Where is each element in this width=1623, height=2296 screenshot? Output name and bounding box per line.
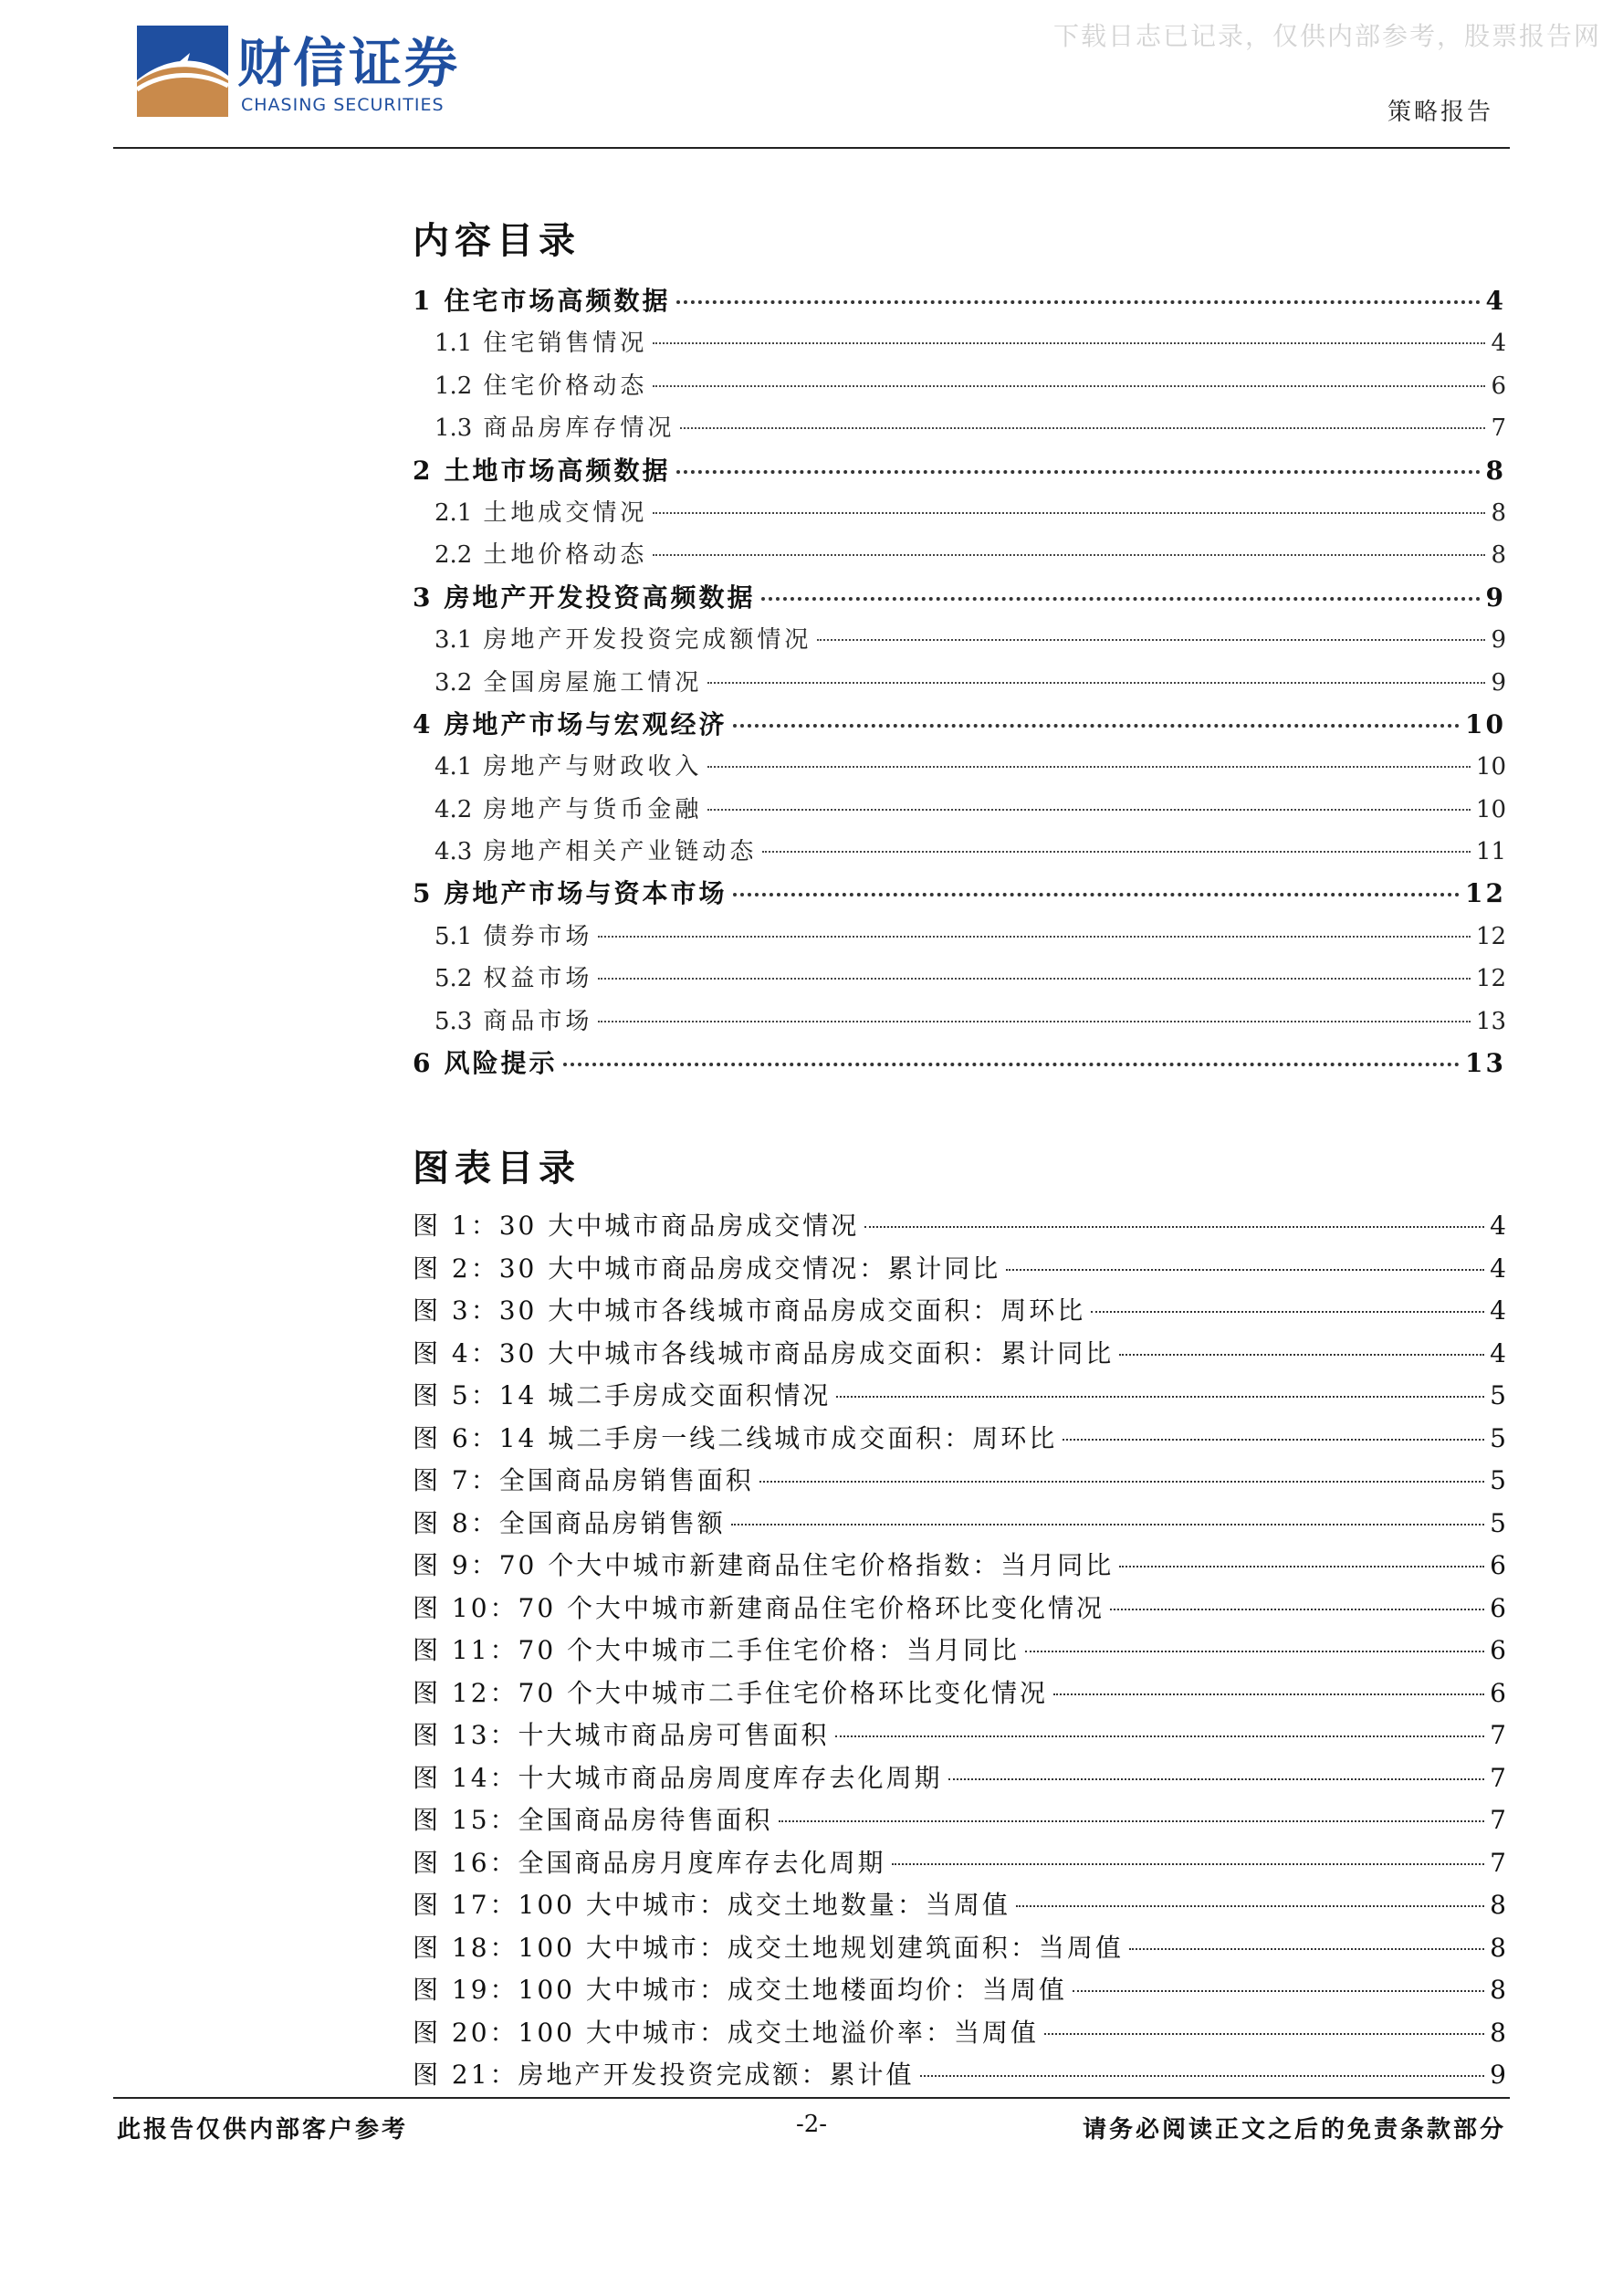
figure-entry-text: 图 20：100 大中城市：成交土地溢价率：当周值 bbox=[413, 2017, 1039, 2048]
header-divider bbox=[113, 147, 1510, 149]
toc-entry-page: 9 bbox=[1491, 668, 1506, 697]
toc-entry-page: 8 bbox=[1491, 541, 1506, 570]
toc-entry-number: 4.3 bbox=[435, 838, 473, 866]
figure-list-link[interactable] bbox=[413, 1927, 1506, 1970]
toc-entry-page: 9 bbox=[1485, 582, 1506, 613]
toc-entry-page: 12 bbox=[1465, 878, 1506, 909]
report-type-label: 策略报告 bbox=[1387, 99, 1493, 126]
toc-entry-page: 10 bbox=[1475, 795, 1506, 823]
figure-entry-text: 图 5：14 城二手房成交面积情况 bbox=[413, 1380, 832, 1410]
toc-entry-number: 3 bbox=[413, 582, 434, 613]
dot-leader bbox=[707, 809, 1471, 811]
toc-entry-label bbox=[413, 280, 671, 322]
figure-list-link[interactable] bbox=[413, 1248, 1506, 1291]
figure-entry-page: 7 bbox=[1490, 1720, 1506, 1750]
dot-leader bbox=[598, 1021, 1471, 1022]
dot-leader bbox=[653, 342, 1485, 344]
figure-entry-page: 8 bbox=[1490, 1932, 1506, 1963]
figure-entry-page: 6 bbox=[1490, 1635, 1506, 1665]
toc-entry-page: 12 bbox=[1475, 965, 1506, 993]
dot-leader bbox=[707, 766, 1471, 768]
dot-leader bbox=[733, 724, 1461, 728]
figure-list-link[interactable] bbox=[413, 1503, 1506, 1546]
toc-entry-text: 房地产开发投资高频数据 bbox=[444, 582, 756, 613]
toc-entry-number: 5.3 bbox=[435, 1007, 473, 1035]
dot-leader bbox=[1025, 1651, 1484, 1652]
toc-entry-text: 房地产相关产业链动态 bbox=[483, 838, 758, 866]
figure-entry-page: 8 bbox=[1490, 1975, 1506, 2005]
dot-leader bbox=[1129, 1948, 1484, 1950]
toc-entry-number: 4.2 bbox=[435, 795, 473, 823]
toc-entry-text: 住宅销售情况 bbox=[483, 330, 648, 358]
figure-entry-text: 图 9：70 个大中城市新建商品住宅价格指数：当月同比 bbox=[413, 1550, 1115, 1580]
dot-leader bbox=[864, 1226, 1484, 1228]
toc-subsection-link[interactable] bbox=[413, 746, 1506, 788]
toc-entry-label bbox=[435, 322, 647, 364]
figure-entry-text: 图 8：全国商品房销售额 bbox=[413, 1507, 726, 1538]
dot-leader bbox=[1073, 1990, 1484, 1992]
toc-entry-text: 权益市场 bbox=[483, 965, 593, 993]
dot-leader bbox=[1063, 1439, 1484, 1441]
figure-entry-text: 图 1：30 大中城市商品房成交情况 bbox=[413, 1211, 860, 1241]
footer-disclaimer: 此报告仅供内部客户参考 bbox=[117, 2116, 409, 2144]
list-of-figures bbox=[413, 1205, 1506, 2097]
toc-entry-page: 13 bbox=[1475, 1007, 1506, 1035]
dot-leader bbox=[653, 512, 1485, 514]
toc-entry-text: 商品房库存情况 bbox=[483, 414, 675, 443]
dot-leader bbox=[707, 682, 1485, 684]
table-of-contents bbox=[413, 280, 1506, 1085]
dot-leader bbox=[1053, 1693, 1484, 1695]
dot-leader bbox=[680, 427, 1485, 429]
dot-leader bbox=[676, 470, 1481, 474]
toc-entry-text: 债券市场 bbox=[483, 922, 593, 950]
figure-entry-text: 图 10：70 个大中城市新建商品住宅价格环比变化情况 bbox=[413, 1592, 1105, 1623]
logo-mark-icon bbox=[137, 26, 228, 117]
dot-leader bbox=[836, 1396, 1484, 1398]
dot-leader bbox=[653, 385, 1485, 387]
toc-entry-label bbox=[413, 873, 728, 915]
toc-entry-text: 住宅价格动态 bbox=[483, 372, 648, 400]
figure-entry-text: 图 11：70 个大中城市二手住宅价格：当月同比 bbox=[413, 1635, 1021, 1665]
figure-list-link[interactable] bbox=[413, 1969, 1506, 2012]
toc-entry-page: 9 bbox=[1491, 626, 1506, 655]
watermark-text: 下载日志已记录，仅供内部参考，股票报告网 bbox=[1052, 21, 1601, 51]
figure-list-link[interactable] bbox=[413, 1460, 1506, 1503]
toc-entry-label bbox=[435, 662, 702, 704]
figure-entry-text: 图 18：100 大中城市：成交土地规划建筑面积：当周值 bbox=[413, 1932, 1124, 1963]
figure-entry-page: 7 bbox=[1490, 1762, 1506, 1793]
figure-list-link[interactable] bbox=[413, 1333, 1506, 1376]
toc-entry-label bbox=[435, 534, 647, 576]
figure-entry-page: 7 bbox=[1490, 1847, 1506, 1878]
figure-list-link[interactable] bbox=[413, 1630, 1506, 1672]
toc-entry-label bbox=[435, 916, 592, 958]
dot-leader bbox=[1091, 1311, 1484, 1313]
dot-leader bbox=[731, 1524, 1484, 1525]
company-logo bbox=[137, 26, 539, 124]
toc-subsection-link[interactable] bbox=[413, 789, 1506, 831]
figure-list-link[interactable] bbox=[413, 1545, 1506, 1588]
figure-list-link[interactable] bbox=[413, 1672, 1506, 1715]
figure-list-link[interactable] bbox=[413, 1290, 1506, 1333]
figure-entry-page: 6 bbox=[1490, 1592, 1506, 1623]
toc-section-link[interactable] bbox=[413, 450, 1506, 492]
dot-leader bbox=[653, 554, 1485, 556]
dot-leader bbox=[733, 893, 1461, 896]
figure-entry-text: 图 14：十大城市商品房周度库存去化周期 bbox=[413, 1762, 943, 1793]
figure-list-link[interactable] bbox=[413, 2054, 1506, 2097]
figures-title: 图表目录 bbox=[413, 1147, 581, 1190]
figure-entry-text: 图 19：100 大中城市：成交土地楼面均价：当周值 bbox=[413, 1975, 1067, 2005]
dot-leader bbox=[761, 597, 1481, 601]
figure-entry-page: 5 bbox=[1490, 1507, 1506, 1538]
footer-notice: 请务必阅读正文之后的免责条款部分 bbox=[1082, 2116, 1506, 2144]
toc-entry-text: 房地产与货币金融 bbox=[483, 795, 703, 823]
toc-section-link[interactable] bbox=[413, 1043, 1506, 1085]
toc-entry-label bbox=[435, 746, 702, 788]
footer-divider bbox=[113, 2097, 1510, 2099]
figure-entry-page: 9 bbox=[1490, 2060, 1506, 2090]
figure-entry-page: 5 bbox=[1490, 1380, 1506, 1410]
toc-entry-number: 1 bbox=[413, 286, 434, 316]
toc-entry-text: 全国房屋施工情况 bbox=[483, 668, 703, 697]
dot-leader bbox=[835, 1735, 1485, 1737]
toc-subsection-link[interactable] bbox=[413, 1001, 1506, 1043]
toc-section-link[interactable] bbox=[413, 280, 1506, 322]
figure-entry-page: 6 bbox=[1490, 1677, 1506, 1708]
figure-entry-text: 图 6：14 城二手房一线二线城市成交面积：周环比 bbox=[413, 1422, 1058, 1453]
toc-entry-page: 4 bbox=[1491, 330, 1506, 358]
toc-entry-label bbox=[435, 958, 592, 1000]
toc-section-link[interactable] bbox=[413, 577, 1506, 619]
toc-entry-text: 土地市场高频数据 bbox=[444, 455, 671, 486]
dot-leader bbox=[762, 851, 1471, 853]
dot-leader bbox=[779, 1820, 1485, 1822]
toc-entry-number: 1.2 bbox=[435, 372, 473, 400]
dot-leader bbox=[1119, 1566, 1484, 1567]
toc-entry-label bbox=[435, 831, 757, 873]
figure-list-link[interactable] bbox=[413, 2012, 1506, 2055]
contents-title: 内容目录 bbox=[413, 219, 581, 262]
toc-entry-text: 土地成交情况 bbox=[483, 498, 648, 527]
toc-entry-label bbox=[435, 1001, 592, 1043]
figure-entry-text: 图 12：70 个大中城市二手住宅价格环比变化情况 bbox=[413, 1677, 1049, 1708]
figure-entry-text: 图 21：房地产开发投资完成额：累计值 bbox=[413, 2060, 915, 2090]
toc-entry-text: 住宅市场高频数据 bbox=[444, 286, 671, 316]
figure-list-link[interactable] bbox=[413, 1842, 1506, 1885]
dot-leader bbox=[948, 1778, 1485, 1780]
figure-entry-page: 5 bbox=[1490, 1465, 1506, 1495]
dot-leader bbox=[563, 1063, 1461, 1066]
figure-list-link[interactable] bbox=[413, 1588, 1506, 1630]
toc-subsection-link[interactable] bbox=[413, 916, 1506, 958]
dot-leader bbox=[1044, 2033, 1484, 2035]
toc-subsection-link[interactable] bbox=[413, 407, 1506, 449]
toc-entry-number: 2.1 bbox=[435, 498, 473, 527]
toc-subsection-link[interactable] bbox=[413, 492, 1506, 534]
figure-entry-page: 4 bbox=[1490, 1253, 1506, 1284]
figure-entry-page: 5 bbox=[1490, 1422, 1506, 1453]
figure-entry-page: 4 bbox=[1490, 1211, 1506, 1241]
dot-leader bbox=[598, 978, 1471, 980]
toc-entry-number: 6 bbox=[413, 1048, 434, 1079]
figure-entry-page: 4 bbox=[1490, 1295, 1506, 1326]
toc-entry-page: 10 bbox=[1465, 708, 1506, 739]
dot-leader bbox=[1110, 1609, 1484, 1610]
toc-section-link[interactable] bbox=[413, 873, 1506, 915]
toc-entry-page: 11 bbox=[1475, 838, 1506, 866]
toc-entry-number: 5.1 bbox=[435, 922, 473, 950]
toc-entry-page: 12 bbox=[1475, 922, 1506, 950]
toc-entry-label bbox=[435, 789, 702, 831]
toc-entry-page: 8 bbox=[1491, 498, 1506, 527]
logo-chinese-name: 财信证券 bbox=[237, 32, 461, 94]
toc-subsection-link[interactable] bbox=[413, 958, 1506, 1000]
dot-leader bbox=[920, 2075, 1485, 2077]
toc-entry-page: 7 bbox=[1491, 414, 1506, 443]
figure-entry-page: 4 bbox=[1490, 1337, 1506, 1368]
toc-entry-label bbox=[435, 365, 647, 407]
figure-entry-text: 图 13：十大城市商品房可售面积 bbox=[413, 1720, 830, 1750]
toc-entry-number: 4 bbox=[413, 708, 434, 739]
toc-entry-label bbox=[413, 1043, 558, 1085]
figure-entry-text: 图 4：30 大中城市各线城市商品房成交面积：累计同比 bbox=[413, 1337, 1115, 1368]
figure-entry-page: 6 bbox=[1490, 1550, 1506, 1580]
figure-entry-page: 8 bbox=[1490, 1890, 1506, 1920]
toc-entry-number: 2.2 bbox=[435, 541, 473, 570]
toc-entry-label bbox=[413, 704, 728, 746]
dot-leader bbox=[1006, 1269, 1484, 1271]
figure-entry-text: 图 3：30 大中城市各线城市商品房成交面积：周环比 bbox=[413, 1295, 1086, 1326]
figure-entry-text: 图 17：100 大中城市：成交土地数量：当周值 bbox=[413, 1890, 1010, 1920]
figure-entry-page: 8 bbox=[1490, 2017, 1506, 2048]
figure-entry-text: 图 7：全国商品房销售面积 bbox=[413, 1465, 754, 1495]
figure-list-link[interactable] bbox=[413, 1418, 1506, 1461]
toc-entry-text: 房地产市场与宏观经济 bbox=[444, 708, 728, 739]
toc-section-link[interactable] bbox=[413, 704, 1506, 746]
toc-subsection-link[interactable] bbox=[413, 831, 1506, 873]
toc-entry-text: 房地产与财政收入 bbox=[483, 753, 703, 781]
toc-entry-label bbox=[413, 450, 671, 492]
dot-leader bbox=[817, 639, 1485, 641]
toc-entry-number: 5.2 bbox=[435, 965, 473, 993]
toc-entry-number: 5 bbox=[413, 878, 434, 909]
toc-entry-number: 3.2 bbox=[435, 668, 473, 697]
toc-entry-text: 土地价格动态 bbox=[483, 541, 648, 570]
toc-subsection-link[interactable] bbox=[413, 322, 1506, 364]
toc-entry-number: 4.1 bbox=[435, 753, 473, 781]
toc-entry-text: 房地产开发投资完成额情况 bbox=[483, 626, 812, 655]
toc-entry-label bbox=[413, 577, 756, 619]
toc-subsection-link[interactable] bbox=[413, 365, 1506, 407]
page-number: -2- bbox=[795, 2111, 828, 2138]
figure-entry-text: 图 15：全国商品房待售面积 bbox=[413, 1805, 773, 1835]
toc-entry-text: 房地产市场与资本市场 bbox=[444, 878, 728, 909]
toc-entry-label bbox=[435, 619, 812, 661]
toc-subsection-link[interactable] bbox=[413, 662, 1506, 704]
figure-entry-text: 图 16：全国商品房月度库存去化周期 bbox=[413, 1847, 886, 1878]
toc-entry-page: 4 bbox=[1485, 286, 1506, 316]
toc-entry-text: 商品市场 bbox=[483, 1007, 593, 1035]
dot-leader bbox=[676, 300, 1481, 304]
toc-subsection-link[interactable] bbox=[413, 619, 1506, 661]
dot-leader bbox=[892, 1863, 1485, 1865]
figure-list-link[interactable] bbox=[413, 1757, 1506, 1800]
toc-entry-page: 6 bbox=[1491, 372, 1506, 400]
dot-leader bbox=[1119, 1354, 1484, 1356]
figure-list-link[interactable] bbox=[413, 1799, 1506, 1842]
logo-english-name: CHASING SECURITIES bbox=[241, 95, 445, 115]
toc-entry-number: 3.1 bbox=[435, 626, 473, 655]
figure-list-link[interactable] bbox=[413, 1714, 1506, 1757]
figure-list-link[interactable] bbox=[413, 1375, 1506, 1418]
figure-list-link[interactable] bbox=[413, 1205, 1506, 1248]
toc-entry-page: 8 bbox=[1485, 455, 1506, 486]
toc-entry-number: 1.3 bbox=[435, 414, 473, 443]
dot-leader bbox=[1016, 1905, 1484, 1907]
toc-entry-number: 2 bbox=[413, 455, 434, 486]
toc-entry-number: 1.1 bbox=[435, 330, 473, 358]
figure-entry-text: 图 2：30 大中城市商品房成交情况：累计同比 bbox=[413, 1253, 1001, 1284]
figure-entry-page: 7 bbox=[1490, 1805, 1506, 1835]
toc-entry-page: 10 bbox=[1475, 753, 1506, 781]
dot-leader bbox=[759, 1481, 1484, 1483]
toc-subsection-link[interactable] bbox=[413, 534, 1506, 576]
toc-entry-page: 13 bbox=[1465, 1048, 1506, 1079]
toc-entry-label bbox=[435, 492, 647, 534]
toc-entry-label bbox=[435, 407, 675, 449]
toc-entry-text: 风险提示 bbox=[444, 1048, 558, 1079]
dot-leader bbox=[598, 936, 1471, 938]
figure-list-link[interactable] bbox=[413, 1884, 1506, 1927]
